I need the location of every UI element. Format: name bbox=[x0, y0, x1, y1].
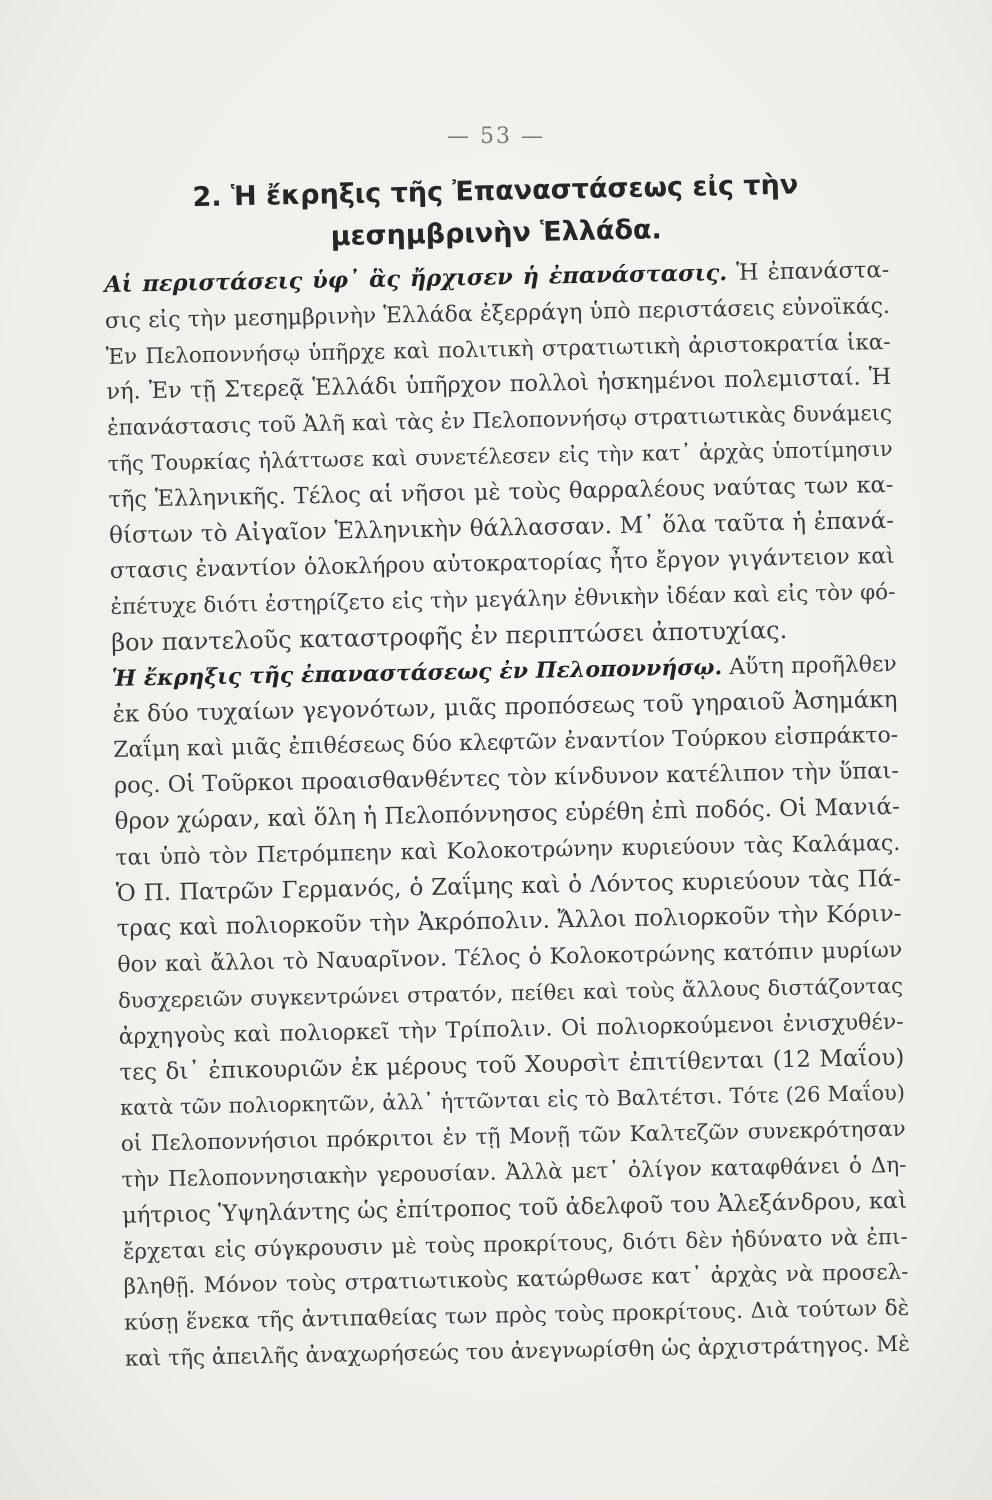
line-text: δυσχερειῶν συγκεντρώνει στρατόν, πείθει καὶ τοὺς ἄλλους διστάζοντας bbox=[117, 973, 904, 1013]
line-text: Αὕτη προῆλθεν bbox=[721, 651, 897, 680]
line-text: τρας καὶ πολιορκοῦν τὴν Ἀκρόπολιν. Ἄλλοι πολιορκοῦν τὴν Κόριν- bbox=[116, 901, 902, 943]
line-text: Ἡ ἐπανάστα- bbox=[726, 256, 890, 287]
line-text: ἐπανάστασις τοῦ Ἀλῆ καὶ τὰς ἐν Πελοποννήσῳ στρατιωτικὰς δυνάμεις bbox=[106, 401, 893, 442]
line-text: βον παντελοῦς καταστροφῆς ἐν περιπτώσει ἀποτυχίας. bbox=[110, 615, 788, 657]
line-text: στασις ἐναντίον ὁλοκλήρου αὐτοκρατορίας ἦτο ἔργον γιγάντειον καὶ bbox=[109, 544, 895, 585]
line-text: Ζαΐμη καὶ μιᾶς ἐπιθέσεως δύο κλεφτῶν ἐναντίον Τούρκου εἰσπράκτο- bbox=[113, 723, 899, 764]
line-text: τες δι᾽ ἐπικουριῶν ἐκ μέρους τοῦ Χουρσὶτ ἐπιτίθενται (12 Μαΐου) bbox=[119, 1044, 905, 1086]
line-text: Ὁ Π. Πατρῶν Γερμανός, ὁ Ζαΐμης καὶ ὁ Λόντος κυριεύουν τὰς Πά- bbox=[115, 865, 902, 907]
line-text: ἔρχεται εἰς σύγκρουσιν μὲ τοὺς προκρίτους, διότι δὲν ἠδύνατο νὰ ἐπι- bbox=[122, 1224, 908, 1265]
paragraph-lead-heading: Αἱ περιστάσεις ὑφ᾽ ἃς ἤρχισεν ἡ ἐπανάστασις. bbox=[104, 260, 728, 298]
line-text: ἐκ δύο τυχαίων γεγονότων, μιᾶς προπόσεως τοῦ γηραιοῦ Ἀσημάκη bbox=[112, 686, 898, 728]
line-text: βληθῇ. Μόνον τοὺς στρατιωτικοὺς κατώρθωσε κατ᾽ ἀρχὰς νὰ προσελ- bbox=[123, 1260, 909, 1301]
line-text: τὴν Πελοποννησιακὴν γερουσίαν. Ἀλλὰ μετ᾽ ὀλίγον καταφθάνει ὁ Δη- bbox=[121, 1152, 907, 1193]
line-text: σις εἰς τὴν μεσημβρινὴν Ἑλλάδα ἐξερράγη ὑπὸ περιστάσεις εὐνοϊκάς. bbox=[104, 293, 891, 334]
line-text: οἱ Πελοποννήσιοι πρόκριτοι ἐν τῇ Μονῇ τῶν Καλτεζῶν συνεκρότησαν bbox=[120, 1116, 906, 1157]
heading-line-1: 2. Ἡ ἔκρηξις τῆς Ἐπαναστάσεως εἰς τὴν bbox=[192, 169, 799, 214]
line-text: καὶ τῆς ἀπειλῆς ἀναχωρήσεώς του ἀνεγνωρίσθη ὡς ἀρχιστράτηγος. Μὲ bbox=[124, 1331, 911, 1372]
line-text: ἐπέτυχε διότι ἐστηρίζετο εἰς τὴν μεγάλην ἐθνικὴν ἰδέαν καὶ εἰς τὸν φό- bbox=[110, 580, 896, 621]
line-text: ἀρχηγοὺς καὶ πολιορκεῖ τὴν Τρίπολιν. Οἱ πολιορκούμενοι ἐνισχυθέν- bbox=[118, 1009, 904, 1050]
line-text: κύσῃ ἕνεκα τῆς ἀντιπαθείας των πρὸς τοὺς προκρίτους. Διὰ τούτων δὲ bbox=[124, 1295, 910, 1336]
line-text: τῆς Ἑλληνικῆς. Τέλος αἱ νῆσοι μὲ τοὺς θαρραλέους ναύτας των κα- bbox=[108, 471, 894, 513]
line-text: νή. Ἐν τῇ Στερεᾷ Ἑλλάδι ὑπῆρχον πολλοὶ ἠσκημένοι πολεμισταί. Ἡ bbox=[106, 364, 892, 406]
body-text bbox=[104, 253, 910, 1378]
line-text: ρος. Οἱ Τοῦρκοι προαισθανθέντες τὸν κίνδυνον κατέλιπον τὴν ὕπαι- bbox=[113, 757, 900, 800]
page-number: — 53 — bbox=[447, 124, 545, 149]
heading-line-2: μεσημβρινὴν Ἑλλάδα. bbox=[330, 214, 663, 253]
line-text: θον καὶ ἄλλοι τὸ Ναυαρῖνον. Τέλος ὁ Κολοκοτρώνης κατόπιν μυρίων bbox=[117, 937, 903, 979]
chapter-heading bbox=[150, 164, 842, 262]
line-text: τῆς Τουρκίας ἠλάττωσε καὶ συνετέλεσεν εἰς τὴν κατ᾽ ἀρχὰς ὑποτίμησιν bbox=[107, 436, 893, 476]
line-text: θίστων τὸ Αἰγαῖον Ἑλληνικὴν θάλλασσαν. Μ᾽ ὅλα ταῦτα ἡ ἐπανά- bbox=[108, 507, 895, 549]
line-text: κατὰ τῶν πολιορκητῶν, ἀλλ᾽ ἡττῶνται εἰς τὸ Βαλτέτσι. Τότε (26 Μαΐου) bbox=[119, 1081, 906, 1121]
line-text: μήτριος Ὑψηλάντης ὡς ἐπίτροπος τοῦ ἀδελφοῦ του Ἀλεξάνδρου, καὶ bbox=[121, 1187, 908, 1229]
line-text: θρον χώραν, καὶ ὅλη ἡ Πελοπόννησος εὑρέθη ἐπὶ ποδός. Οἱ Μανιά- bbox=[114, 793, 901, 835]
paragraph-lead-heading: Ἡ ἔκρηξις τῆς ἐπαναστάσεως ἐν Πελοποννήσῳ. bbox=[111, 653, 723, 692]
line-text: Ἐν Πελοποννήσῳ ὑπῆρχε καὶ πολιτικὴ στρατιωτικὴ ἀριστοκρατία ἱκα- bbox=[105, 329, 891, 370]
line-text: ται ὑπὸ τὸν Πετρόμπεην καὶ Κολοκοτρώνην κυριεύουν τὰς Καλάμας. bbox=[115, 830, 901, 871]
